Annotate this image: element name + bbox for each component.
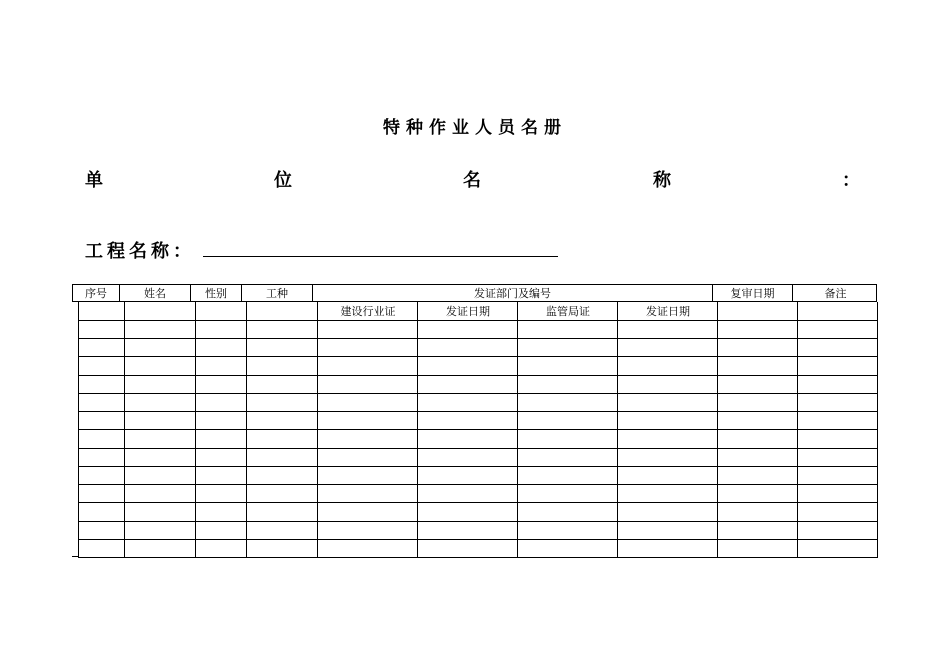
unit-label-char-3: 名 (463, 170, 481, 191)
page-title: 特种作业人员名册 (383, 118, 567, 138)
header-name: 姓名 (120, 285, 191, 302)
subheader-supervision-cert: 监管局证 (546, 305, 590, 318)
header-job-type: 工种 (242, 285, 313, 302)
table-edge-stub (72, 556, 79, 557)
subheader-issue-date-1: 发证日期 (446, 305, 490, 318)
unit-label-char-1: 单 (85, 170, 103, 191)
subheader-construction-cert: 建设行业证 (340, 305, 396, 318)
project-name-label: 工程名称： (85, 241, 195, 262)
header-remarks: 备注 (824, 287, 847, 300)
header-gender: 性别 (191, 285, 242, 302)
header-issuer: 发证部门及编号 (313, 285, 713, 302)
unit-label-char-4: 称 (653, 170, 671, 191)
roster-table (78, 302, 878, 557)
header-index: 序号 (73, 285, 120, 302)
header-review-date: 复审日期 (713, 285, 793, 302)
roster-grid (78, 302, 879, 558)
project-name-field[interactable] (203, 256, 558, 257)
subheader-issue-date-2: 发证日期 (646, 305, 690, 318)
unit-label-colon: ： (842, 170, 860, 191)
unit-label-char-2: 位 (274, 170, 292, 191)
unit-name-row (0, 166, 950, 192)
table-header-row (72, 284, 877, 302)
